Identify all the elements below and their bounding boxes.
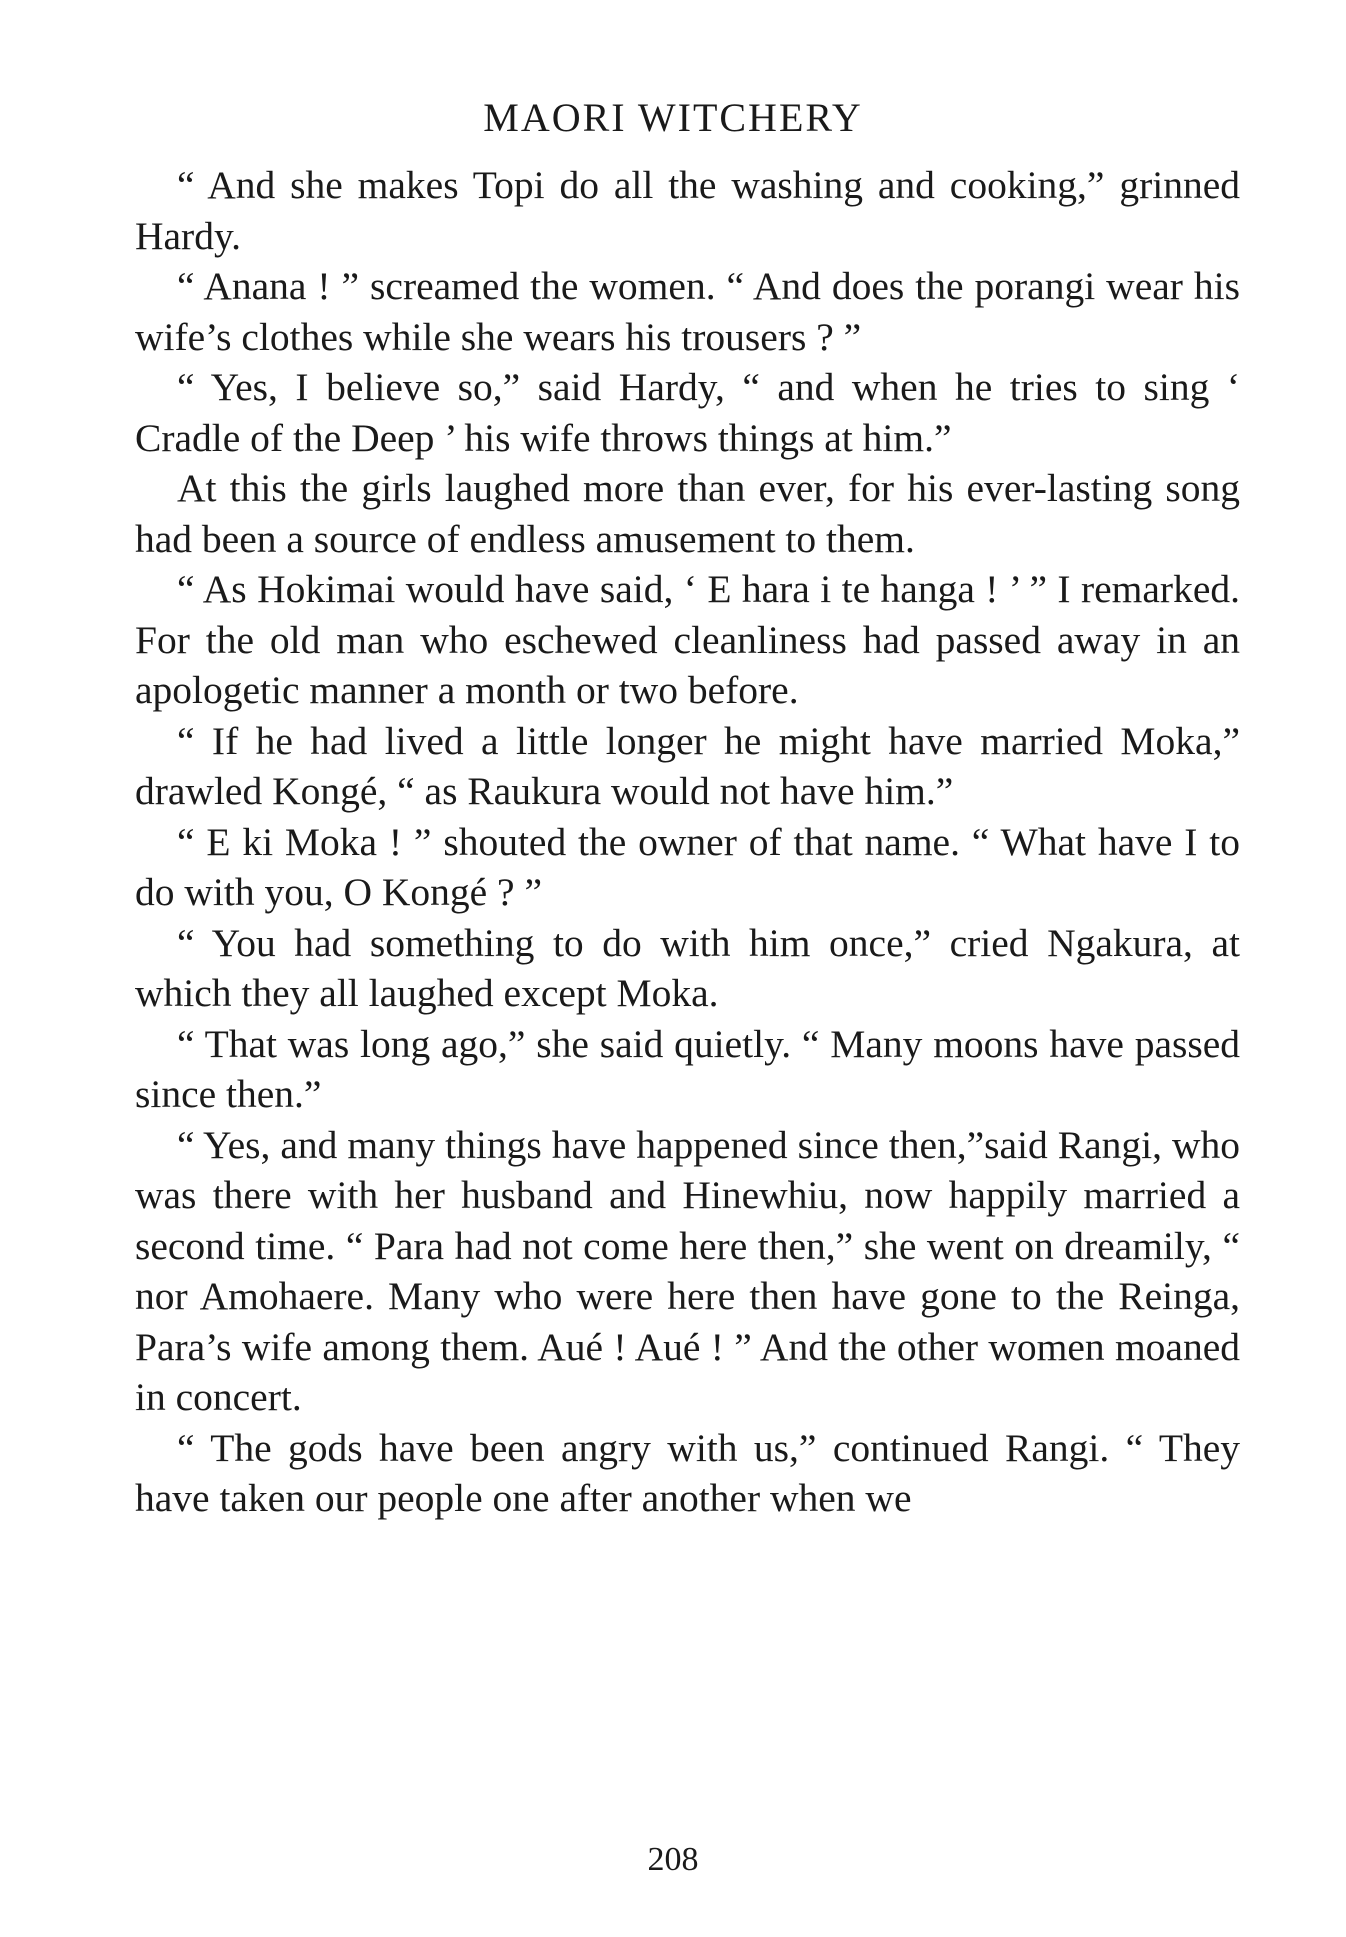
paragraph: “ As Hokimai would have said, ‘ E hara i te hanga ! ’ ” I remarked. For the old man who eschewed cleanliness had passed away in an apologetic manner a month or two before.: [135, 567, 1240, 712]
page-number: 208: [647, 1841, 699, 1878]
paragraph: At this the girls laughed more than ever, for his ever-lasting song had been a source of endless amusement to them.: [135, 466, 1240, 561]
paragraph: “ Anana ! ” screamed the women. “ And does the porangi wear his wife’s clothes while she wears his trousers ? ”: [135, 264, 1240, 359]
paragraph: “ E ki Moka ! ” shouted the owner of that name. “ What have I to do with you, O Kongé ? ”: [135, 819, 1240, 914]
paragraph: “ Yes, I believe so,” said Hardy, “ and when he tries to sing ‘ Cradle of the Deep ’ his wife throws things at him.”: [135, 365, 1240, 460]
running-head-title: MAORI WITCHERY: [483, 95, 863, 140]
paragraph: “ If he had lived a little longer he might have married Moka,” drawled Kongé, “ as Raukura would not have him.”: [135, 718, 1240, 813]
paragraph: “ You had something to do with him once,” cried Ngakura, at which they all laughed except Moka.: [135, 920, 1240, 1015]
paragraph: “ The gods have been angry with us,” continued Rangi. “ They have taken our people one after another when we: [135, 1425, 1240, 1520]
body-text: [135, 160, 1240, 1524]
paragraph: “ Yes, and many things have happened since then,”said Rangi, who was there with her husband and Hinewhiu, now happily married a second time. “ Para had not come here then,” she went on dreamily, “ nor Amohaere. Many who were here then have gone to the Reinga, Para’s wife among them. Aué ! Aué ! ” And the other women moaned in concert.: [135, 1122, 1240, 1419]
paragraph: “ That was long ago,” she said quietly. “ Many moons have passed since then.”: [135, 1021, 1240, 1116]
paragraph: “ And she makes Topi do all the washing and cooking,” grinned Hardy.: [135, 163, 1240, 258]
